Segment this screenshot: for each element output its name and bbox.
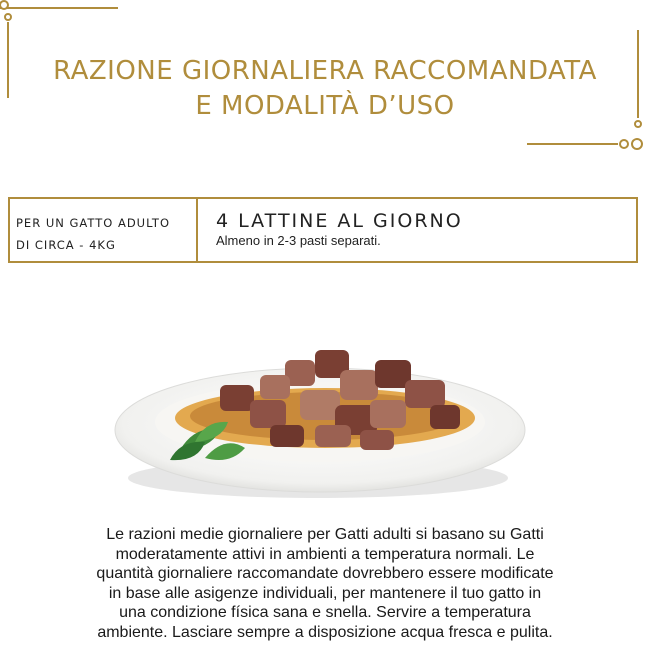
ration-amount-main: 4 LATTINE AL GIORNO	[216, 210, 463, 232]
cat-size-line-1: PER UN GATTO ADULTO	[16, 216, 171, 230]
title-line-2: E MODALITÀ D’USO	[195, 91, 455, 121]
description-line-3: quantità giornaliere raccomandate dovrebbero essere modificate	[96, 565, 554, 582]
description-line-4: in base alle asigenze individuali, per mantenere il tuo gatto in	[108, 584, 542, 602]
description-line-2: moderatamente attivi in ambienti a temperatura normali. Le	[115, 545, 535, 563]
cat-size-label	[10, 199, 198, 261]
cat-size-line-2: DI CIRCA - 4KG	[16, 238, 116, 252]
title-line-1: RAZIONE GIORNALIERA RACCOMANDATA	[53, 56, 597, 86]
description-line-5: una condizione física sana e snella. Servire a temperatura	[119, 604, 531, 621]
description-line-1: Le razioni medie giornaliere per Gatti adulti si basano su Gatti	[106, 526, 544, 543]
usage-description	[30, 525, 620, 642]
ration-info-box	[8, 197, 638, 263]
page-title	[0, 54, 650, 124]
ration-amount	[216, 209, 463, 249]
ration-amount-sub: Almeno in 2-3 pasti separati.	[216, 233, 381, 248]
description-line-6: ambiente. Lasciare sempre a disposizione acqua fresca e pulita.	[97, 623, 553, 641]
plate-of-cat-food-image	[110, 330, 530, 505]
